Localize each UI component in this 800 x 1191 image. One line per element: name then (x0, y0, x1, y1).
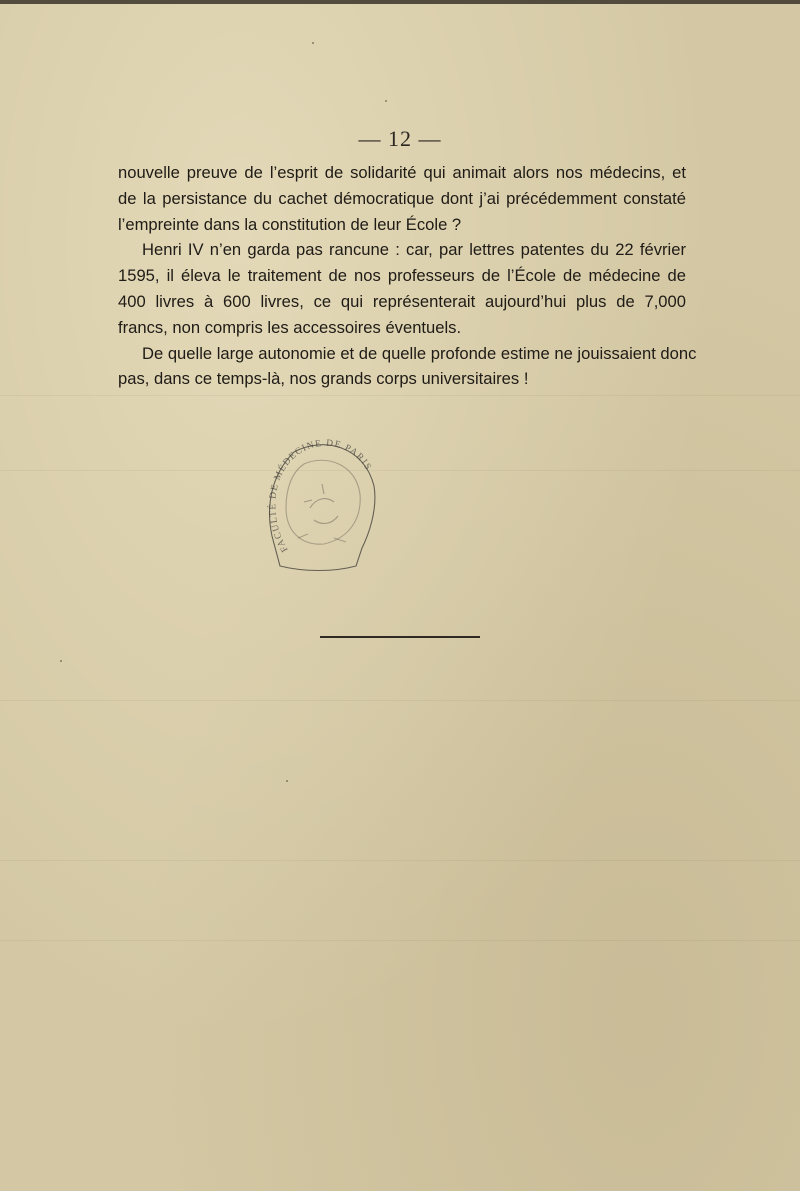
library-stamp-icon (264, 438, 380, 576)
paper-speck (385, 100, 387, 102)
text-line: 400 livres à 600 livres, ce qui représenterait aujourd’hui plus de 7,000 (118, 291, 686, 311)
show-through-line (0, 860, 800, 861)
show-through-line (0, 940, 800, 941)
text-line: de la persistance du cachet démocratique dont j’ai précédemment constaté (118, 188, 686, 208)
text-line: De quelle large autonomie et de quelle profonde estime ne jouissaient donc (142, 343, 697, 363)
paper-speck (312, 42, 314, 44)
text-line: francs, non compris les accessoires éventuels. (118, 317, 462, 337)
paper-speck (60, 660, 62, 662)
body-text (118, 160, 697, 392)
show-through-line (0, 700, 800, 701)
paper-speck (286, 780, 288, 782)
page-top-edge (0, 0, 800, 4)
svg-text:FACULTÉ DE MÉDECINE DE PARIS (266, 439, 373, 554)
stamp-text: FACULTÉ DE MÉDECINE DE PARIS (268, 438, 374, 554)
text-line: pas, dans ce temps-là, nos grands corps universitaires ! (118, 369, 529, 389)
show-through-line (0, 395, 800, 396)
text-line: nouvelle preuve de l’esprit de solidarité qui animait alors nos médecins, et (118, 163, 686, 182)
text-line: Henri IV n’en garda pas rancune : car, par lettres patentes du 22 février (142, 240, 686, 260)
section-rule (320, 636, 480, 638)
show-through-line (0, 470, 800, 471)
text-line: l’empreinte dans la constitution de leur École ? (118, 214, 462, 234)
text-line: 1595, il éleva le traitement de nos professeurs de l’École de médecine de (118, 266, 686, 286)
page-number: — 12 — (358, 126, 442, 151)
